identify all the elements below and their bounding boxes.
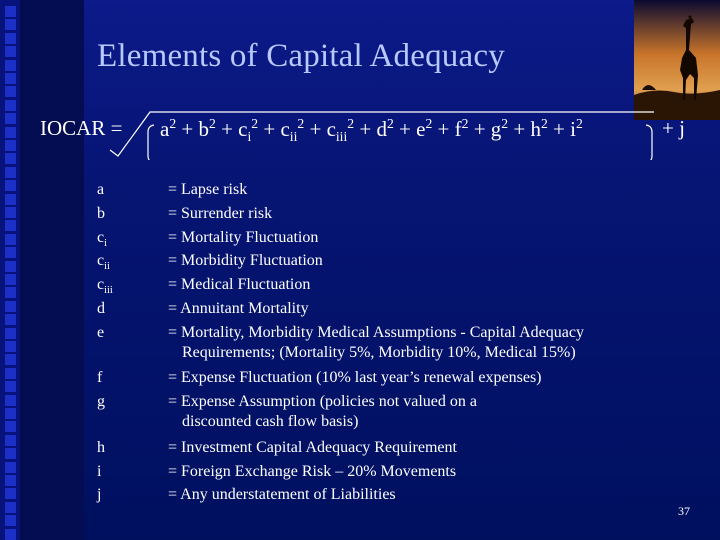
formula-term: $c_i^2$: [238, 116, 259, 145]
square-bullet-icon: [5, 488, 16, 499]
formula-term: $a^2$: [160, 116, 177, 141]
square-bullet-icon: [5, 314, 16, 325]
square-bullet-icon: [5, 234, 16, 245]
square-bullet-icon: [5, 194, 16, 205]
square-bullet-icon: [5, 287, 16, 298]
definition-text: = Annuitant Mortality: [168, 300, 309, 317]
definition-text: = Medical Fluctuation: [168, 276, 311, 294]
definition-text: = Expense Assumption (policies not valued on a: [168, 393, 477, 411]
square-bullet-icon: [5, 515, 16, 526]
iocar-formula: [40, 116, 122, 141]
formula-term: $e^2$: [416, 116, 433, 141]
definition-symbol: $c_i$: [97, 228, 107, 249]
formula-tail: + j: [662, 116, 685, 140]
square-bullet-icon: [5, 220, 16, 231]
square-bullet-icon: [5, 167, 16, 178]
square-bullet-icon: [5, 502, 16, 513]
square-bullet-icon: [5, 475, 16, 486]
square-bullet-icon: [5, 408, 16, 419]
definition-symbol: g: [97, 393, 105, 411]
definition-symbol: i: [97, 462, 102, 480]
square-bullet-icon: [5, 421, 16, 432]
square-bullet-icon: [5, 435, 16, 446]
square-bullet-icon: [5, 328, 16, 339]
definition-text: = Investment Capital Adequacy Requirement: [168, 438, 457, 456]
definition-symbol: h: [97, 438, 105, 456]
definition-symbol: $c_{ii}$: [97, 252, 110, 273]
definition-text: = Mortality Fluctuation: [168, 228, 319, 246]
formula-lhs: IOCAR =: [40, 116, 123, 140]
formula-term: $f^2$: [454, 116, 469, 141]
formula-term: $i^2$: [570, 116, 583, 141]
square-bullet-icon: [5, 180, 16, 191]
definition-text-continued: discounted cash flow basis): [182, 413, 359, 430]
square-bullet-icon: [5, 529, 16, 540]
definition-symbol: e: [97, 323, 105, 341]
definition-symbol: b: [97, 204, 105, 222]
formula-term: $c_{iii}^2$: [326, 116, 355, 145]
definition-text: = Any understatement of Liabilities: [168, 486, 396, 504]
square-bullet-icon: [5, 274, 16, 285]
definition-text: = Foreign Exchange Risk – 20% Movements: [168, 462, 457, 480]
square-bullet-icon: [5, 247, 16, 258]
formula-term: $b^2$: [198, 116, 216, 141]
square-bullet-icon: [5, 462, 16, 473]
formula-term: $d^2$: [376, 116, 394, 141]
square-bullet-icon: [5, 395, 16, 406]
square-bullet-icon: [5, 301, 16, 312]
definition-text: = Lapse risk: [168, 181, 248, 198]
definition-symbol: f: [97, 369, 103, 387]
formula-sum-of-squares: $a^2 + b^2 + c_i^2 + c_{ii}^2 + c_{iii}^2 + d^2 + e^2 + f^2 + g^2 + h^2 + i^2$: [160, 116, 583, 145]
definition-text: = Expense Fluctuation (10% last year’s renewal expenses): [168, 369, 542, 387]
square-bullet-icon: [5, 448, 16, 459]
definition-symbol: d: [97, 300, 105, 317]
square-bullet-icon: [5, 261, 16, 272]
square-bullet-icon: [5, 381, 16, 392]
formula-term: $c_{ii}^2$: [280, 116, 305, 145]
definition-text-continued: Requirements; (Mortality 5%, Morbidity 10%, Medical 15%): [182, 343, 576, 361]
square-bullet-icon: [5, 354, 16, 365]
formula-term: $g^2$: [490, 116, 509, 141]
definition-text: = Morbidity Fluctuation: [168, 252, 323, 270]
definition-text: = Surrender risk: [168, 204, 273, 222]
slide-title: Elements of Capital Adequacy: [97, 38, 505, 74]
page-number: 37: [678, 504, 690, 518]
definition-symbol: j: [97, 486, 102, 504]
square-bullet-icon: [5, 341, 16, 352]
definition-text: = Mortality, Morbidity Medical Assumptions - Capital Adequacy: [168, 323, 584, 341]
definition-symbol: a: [97, 181, 105, 198]
square-bullet-icon: [5, 368, 16, 379]
definition-symbol: $c_{iii}$: [97, 276, 113, 297]
formula-term: $h^2$: [530, 116, 548, 141]
square-bullet-icon: [5, 207, 16, 218]
